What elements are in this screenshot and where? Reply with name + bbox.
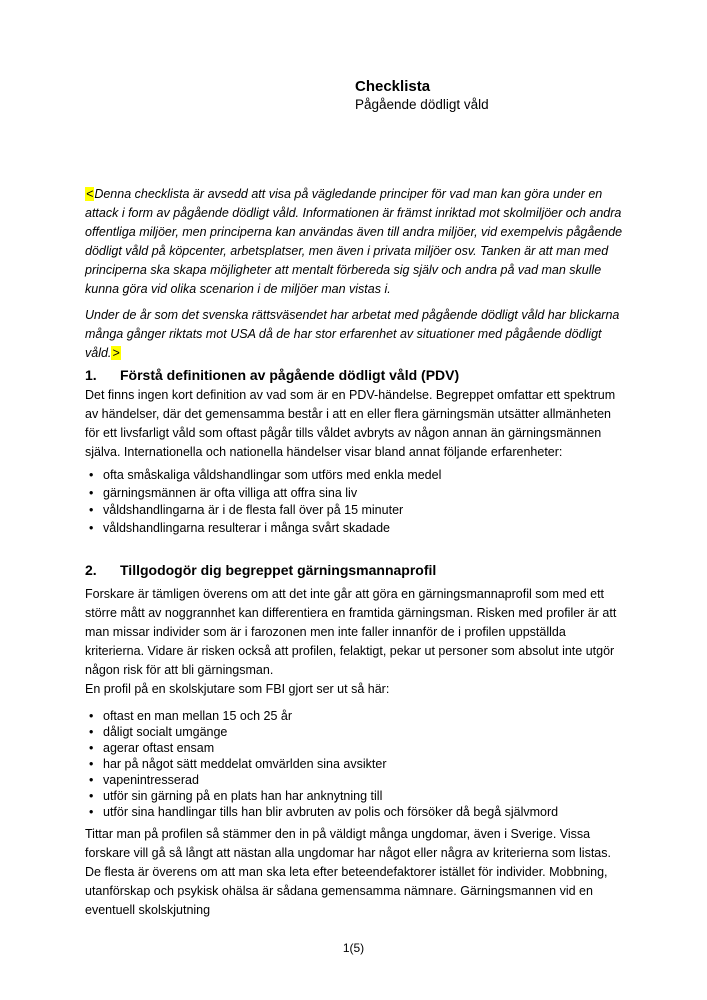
section-2-bullet-list — [85, 708, 625, 820]
section-1-heading-text: Förstå definitionen av pågående dödligt våld (PDV) — [120, 367, 460, 383]
intro-paragraph-1-text: Denna checklista är avsedd att visa på vägledande principer för vad man kan göra under en attack i form av pågående dödligt våld. Informationen är främst inriktad mot skolmiljöer och andra offentliga miljöer, men principerna kan användas även till andra miljöer, vid exempelvis pågående dödligt våld på köpcenter, arbetsplatser, men även i privata miljöer osv. Tanken är att man med principerna ska skapa möjligheter att mentalt förbereda sig själv och andra på vad man skulle kunna göra vid olika scenarion i de miljöer man vistas i. — [85, 187, 623, 296]
list-item: • ofta småskaliga våldshandlingar som utförs med enkla medel — [85, 467, 625, 485]
intro-paragraph-2-text: Under de år som det svenska rättsväsendet har arbetat med pågående dödligt våld har blickarna många gånger riktats mot USA då de har stor erfarenhet av situationer med pågående dödligt våld. — [85, 308, 620, 360]
highlight-close-marker: > — [112, 346, 120, 360]
section-1-heading — [85, 365, 625, 385]
section-2-number: 2. — [85, 562, 97, 578]
section-2-body: Forskare är tämligen överens om att det inte går att göra en gärningsmannaprofil som med ett större mått av noggrannhet kan differentiera en framtida gärningsman. Risken med profiler är att man missar individer som är i farozonen men inte faller innanför de i profilen uppställda kriterierna. Vidare är risken också att profilen, felaktigt, pekar ut personer som absolut inte utgör någon risk för att bli gärningsman. — [85, 587, 617, 677]
page-number: 1(5) — [342, 941, 365, 955]
list-item: • har på något sätt meddelat omvärlden sina avsikter — [85, 756, 625, 772]
list-item: • våldshandlingarna är i de flesta fall över på 15 minuter — [85, 502, 625, 520]
list-item: • våldshandlingarna resulterar i många svårt skadade — [85, 520, 625, 538]
section-1-body: Det finns ingen kort definition av vad som är en PDV-händelse. Begreppet omfattar ett spektrum av händelser, där det gemensamma består i att en eller flera gärningsmän utsätter allmänheten för ett livsfarligt våld som oftast pågår tills våldet avbryts av någon annan än gärningsmännen själva. Internationella och nationella händelser visar bland annat följande erfarenheter: — [85, 388, 616, 459]
list-item: • vapenintresserad — [85, 772, 625, 788]
section-2-heading-text: Tillgodogör dig begreppet gärningsmannaprofil — [120, 562, 437, 578]
list-item: • utför sin gärning på en plats han har anknytning till — [85, 788, 625, 804]
section-2-heading — [85, 560, 625, 580]
section-2-closing: Tittar man på profilen så stämmer den in på väldigt många ungdomar, även i Sverige. Vissa forskare vill gå så långt att nästan alla ungdomar har något eller några av kriterierna som listas. De flesta är överens om att man ska leta efter beteendefaktorer istället för individer. Mobbning, utanförskap och psykisk ohälsa är sådana gemensamma nämnare. Gärningsmannen vid en eventuell skolskjutning — [85, 827, 611, 917]
intro-paragraph-2 — [85, 306, 625, 363]
document-header — [355, 78, 655, 114]
document-title: Checklista — [355, 78, 431, 95]
section-1-number: 1. — [85, 367, 97, 383]
intro-paragraph-1 — [85, 185, 625, 299]
section-2-profile-intro: En profil på en skolskjutare som FBI gjort ser ut så här: — [85, 682, 390, 696]
list-item: • agerar oftast ensam — [85, 740, 625, 756]
document-subtitle: Pågående dödligt våld — [355, 97, 489, 112]
list-item: • utför sina handlingar tills han blir avbruten av polis och försöker då begå självmord — [85, 804, 625, 820]
list-item: • dåligt socialt umgänge — [85, 724, 625, 740]
section-1-bullet-list — [85, 467, 625, 537]
list-item: • oftast en man mellan 15 och 25 år — [85, 708, 625, 724]
list-item: • gärningsmännen är ofta villiga att offra sina liv — [85, 485, 625, 503]
highlight-open-marker: < — [86, 187, 94, 201]
